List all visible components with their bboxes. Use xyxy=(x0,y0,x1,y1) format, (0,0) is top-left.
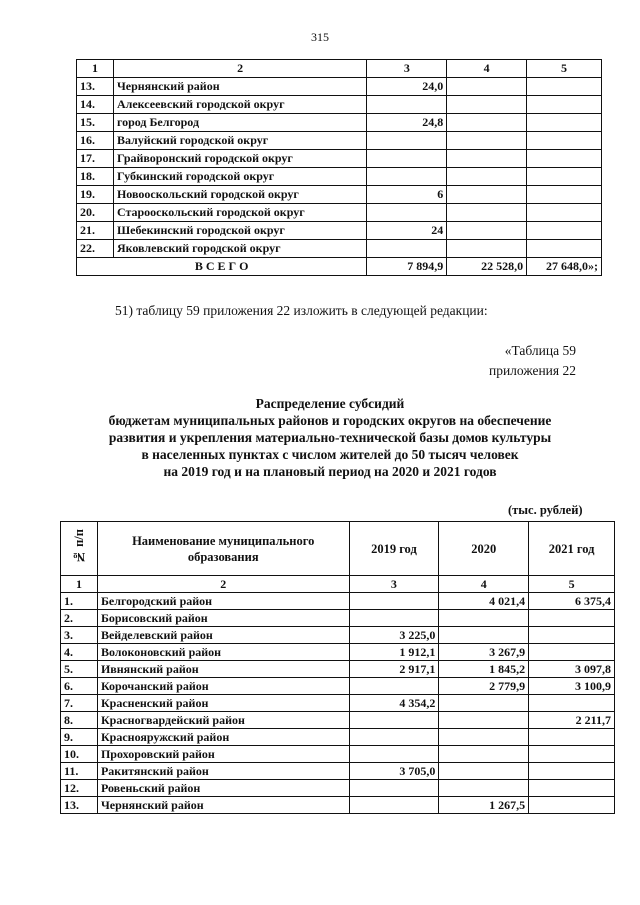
header-row xyxy=(61,522,615,576)
table-row xyxy=(61,661,615,678)
row-value xyxy=(367,132,447,150)
row-value: 2 917,1 xyxy=(349,661,439,678)
row-value xyxy=(527,78,602,96)
col-number: 5 xyxy=(527,60,602,78)
row-value xyxy=(529,797,615,814)
row-number: 3. xyxy=(61,627,98,644)
row-value xyxy=(529,780,615,797)
header-cell-2021: 2021 год xyxy=(529,522,615,576)
units-label: (тыс. рублей) xyxy=(508,503,583,517)
row-value xyxy=(529,627,615,644)
table-row xyxy=(61,593,615,610)
table-row xyxy=(61,763,615,780)
row-value xyxy=(527,240,602,258)
row-name: Волоконовский район xyxy=(97,644,349,661)
total-label: В С Е Г О xyxy=(77,258,367,276)
row-value: 3 225,0 xyxy=(349,627,439,644)
row-name: Краснояружский район xyxy=(97,729,349,746)
row-value: 1 912,1 xyxy=(349,644,439,661)
table-row xyxy=(77,150,602,168)
col-number: 1 xyxy=(61,576,98,593)
table-row xyxy=(77,240,602,258)
header-cell-number: № п/п xyxy=(61,522,98,576)
total-row xyxy=(77,258,602,276)
row-value: 2 779,9 xyxy=(439,678,529,695)
col-number: 3 xyxy=(349,576,439,593)
row-value xyxy=(367,96,447,114)
row-number: 4. xyxy=(61,644,98,661)
title-line: развития и укрепления материально-технической базы домов культуры xyxy=(108,430,552,445)
row-number: 16. xyxy=(77,132,114,150)
row-value xyxy=(527,114,602,132)
col-number: 4 xyxy=(447,60,527,78)
row-value xyxy=(529,644,615,661)
row-value xyxy=(439,729,529,746)
row-value: 1 845,2 xyxy=(439,661,529,678)
row-value xyxy=(349,593,439,610)
row-value xyxy=(439,746,529,763)
row-number: 9. xyxy=(61,729,98,746)
row-value xyxy=(367,150,447,168)
table-row xyxy=(77,222,602,240)
table-row xyxy=(61,610,615,627)
total-value: 27 648,0»; xyxy=(527,258,602,276)
table-row xyxy=(77,78,602,96)
table-row xyxy=(77,168,602,186)
row-value xyxy=(349,678,439,695)
header-cell-2020: 2020 xyxy=(439,522,529,576)
table-reference-line: «Таблица 59 xyxy=(504,343,576,358)
row-name: Борисовский район xyxy=(97,610,349,627)
row-value xyxy=(527,96,602,114)
row-value xyxy=(527,168,602,186)
row-value xyxy=(349,797,439,814)
row-value xyxy=(367,240,447,258)
table-reference xyxy=(466,341,576,381)
row-value: 3 097,8 xyxy=(529,661,615,678)
row-value xyxy=(439,780,529,797)
table-row xyxy=(61,729,615,746)
table-row xyxy=(77,114,602,132)
title-line: Распределение субсидий xyxy=(255,396,405,411)
table-row xyxy=(61,712,615,729)
row-name: Белгородский район xyxy=(97,593,349,610)
row-number: 14. xyxy=(77,96,114,114)
row-value xyxy=(527,204,602,222)
table-row xyxy=(77,132,602,150)
table-row xyxy=(61,627,615,644)
row-number: 13. xyxy=(77,78,114,96)
row-name: Красногвардейский район xyxy=(97,712,349,729)
row-number: 20. xyxy=(77,204,114,222)
row-value xyxy=(349,712,439,729)
row-value xyxy=(447,204,527,222)
row-name: город Белгород xyxy=(113,114,366,132)
table-row xyxy=(61,678,615,695)
row-value xyxy=(529,695,615,712)
row-value xyxy=(527,222,602,240)
row-name: Старооскольский городской округ xyxy=(113,204,366,222)
row-value: 6 375,4 xyxy=(529,593,615,610)
row-value xyxy=(527,132,602,150)
col-number: 2 xyxy=(113,60,366,78)
row-name: Ровеньский район xyxy=(97,780,349,797)
row-number: 8. xyxy=(61,712,98,729)
row-number: 18. xyxy=(77,168,114,186)
header-cell-2019: 2019 год xyxy=(349,522,439,576)
row-value xyxy=(439,712,529,729)
row-name: Красненский район xyxy=(97,695,349,712)
title-line: бюджетам муниципальных районов и городских округов на обеспечение xyxy=(108,413,552,428)
row-number: 15. xyxy=(77,114,114,132)
row-value xyxy=(439,610,529,627)
row-name: Чернянский район xyxy=(113,78,366,96)
row-value: 3 705,0 xyxy=(349,763,439,780)
row-name: Новооскольский городской округ xyxy=(113,186,366,204)
row-value xyxy=(447,114,527,132)
table-row xyxy=(61,695,615,712)
table-continuation xyxy=(76,59,602,276)
row-number: 21. xyxy=(77,222,114,240)
row-value: 3 100,9 xyxy=(529,678,615,695)
column-numbers-row xyxy=(61,576,615,593)
row-value xyxy=(349,780,439,797)
row-value: 24,8 xyxy=(367,114,447,132)
row-value xyxy=(439,763,529,780)
title-line: в населенных пунктах с числом жителей до 50 тысяч человек xyxy=(141,447,519,462)
row-value xyxy=(529,763,615,780)
row-name: Губкинский городской округ xyxy=(113,168,366,186)
col-number: 3 xyxy=(367,60,447,78)
row-number: 1. xyxy=(61,593,98,610)
row-value xyxy=(447,240,527,258)
subsidy-table xyxy=(60,521,615,814)
row-value xyxy=(447,132,527,150)
row-value: 4 354,2 xyxy=(349,695,439,712)
table-reference-line: приложения 22 xyxy=(488,363,576,378)
row-value: 6 xyxy=(367,186,447,204)
row-number: 7. xyxy=(61,695,98,712)
table-row xyxy=(61,644,615,661)
row-name: Чернянский район xyxy=(97,797,349,814)
row-name: Валуйский городской округ xyxy=(113,132,366,150)
row-number: 10. xyxy=(61,746,98,763)
total-value: 7 894,9 xyxy=(367,258,447,276)
row-name: Алексеевский городской округ xyxy=(113,96,366,114)
title-line: на 2019 год и на плановый период на 2020 и 2021 годов xyxy=(163,464,497,479)
row-number: 19. xyxy=(77,186,114,204)
row-name: Ракитянский район xyxy=(97,763,349,780)
row-value xyxy=(367,204,447,222)
amendment-paragraph: 51) таблицу 59 приложения 22 изложить в следующей редакции: xyxy=(115,303,488,318)
table-row xyxy=(77,204,602,222)
row-number: 13. xyxy=(61,797,98,814)
row-value xyxy=(349,610,439,627)
row-value: 3 267,9 xyxy=(439,644,529,661)
header-cell-name: Наименование муниципального образования xyxy=(97,522,349,576)
row-value: 1 267,5 xyxy=(439,797,529,814)
row-number: 17. xyxy=(77,150,114,168)
row-value: 4 021,4 xyxy=(439,593,529,610)
row-value: 2 211,7 xyxy=(529,712,615,729)
table-row xyxy=(61,780,615,797)
column-numbers-row xyxy=(77,60,602,78)
row-number: 5. xyxy=(61,661,98,678)
row-value xyxy=(447,150,527,168)
row-value xyxy=(447,222,527,240)
row-value xyxy=(349,746,439,763)
col-number: 1 xyxy=(77,60,114,78)
table-row xyxy=(77,186,602,204)
row-value xyxy=(529,610,615,627)
row-number: 22. xyxy=(77,240,114,258)
row-value xyxy=(529,746,615,763)
col-number: 2 xyxy=(97,576,349,593)
row-number: 6. xyxy=(61,678,98,695)
row-name: Корочанский район xyxy=(97,678,349,695)
row-number: 12. xyxy=(61,780,98,797)
row-name: Грайворонский городской округ xyxy=(113,150,366,168)
row-value xyxy=(527,150,602,168)
total-value: 22 528,0 xyxy=(447,258,527,276)
row-value xyxy=(349,729,439,746)
row-name: Шебекинский городской округ xyxy=(113,222,366,240)
row-value: 24 xyxy=(367,222,447,240)
table-row xyxy=(61,746,615,763)
table-row xyxy=(77,96,602,114)
row-value xyxy=(447,96,527,114)
row-value xyxy=(439,627,529,644)
row-name: Прохоровский район xyxy=(97,746,349,763)
page-number: 315 xyxy=(311,30,329,44)
col-number: 5 xyxy=(529,576,615,593)
row-value xyxy=(439,695,529,712)
row-value: 24,0 xyxy=(367,78,447,96)
row-number: 2. xyxy=(61,610,98,627)
row-value xyxy=(447,78,527,96)
row-value xyxy=(447,186,527,204)
row-name: Ивнянский район xyxy=(97,661,349,678)
row-name: Вейделевский район xyxy=(97,627,349,644)
table-row xyxy=(61,797,615,814)
row-number: 11. xyxy=(61,763,98,780)
table-title xyxy=(60,395,600,480)
row-value xyxy=(367,168,447,186)
row-value xyxy=(447,168,527,186)
row-value xyxy=(529,729,615,746)
row-value xyxy=(527,186,602,204)
row-name: Яковлевский городской округ xyxy=(113,240,366,258)
col-number: 4 xyxy=(439,576,529,593)
